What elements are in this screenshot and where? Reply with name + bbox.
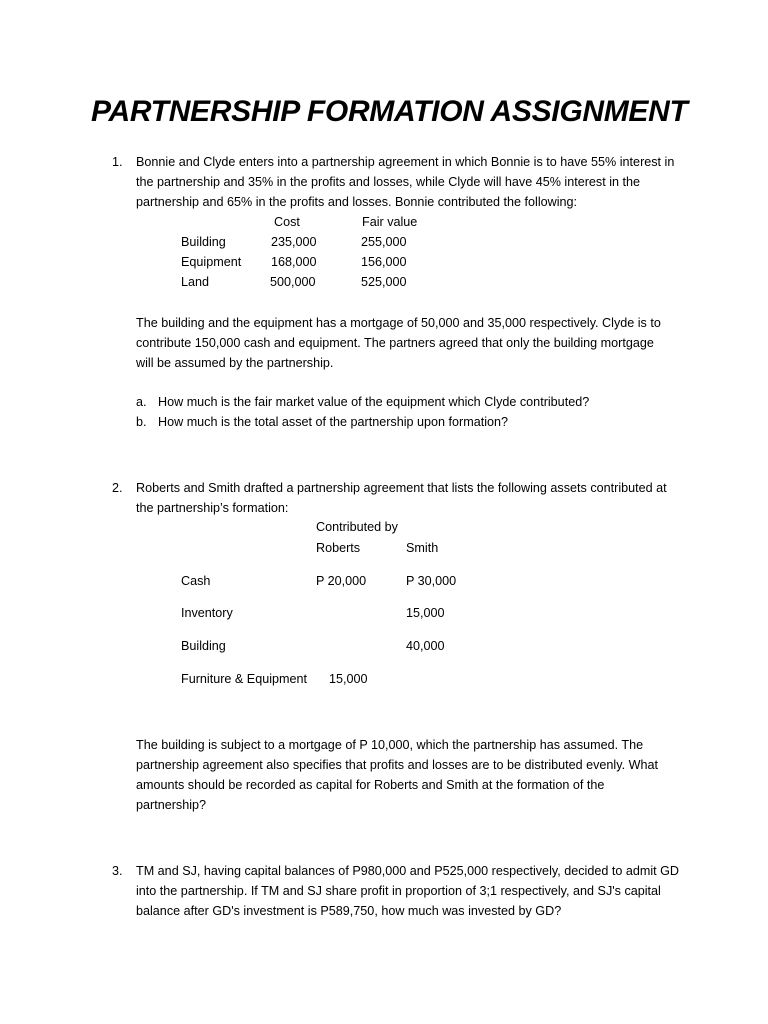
question-text-line: the partnership’s formation:	[136, 501, 289, 515]
table-cell-fair-value: 255,000	[361, 235, 407, 249]
table-cell-cost: 168,000	[271, 255, 317, 269]
question-number: 1.	[112, 155, 123, 169]
question-number: 2.	[112, 481, 123, 495]
table-cell-fair-value: 156,000	[361, 255, 407, 269]
paragraph-line: The building is subject to a mortgage of P 10,000, which the partnership has assumed. The	[136, 738, 644, 752]
question-text-line: partnership and 65% in the profits and losses. Bonnie contributed the following:	[136, 195, 578, 209]
table-cell-smith: 40,000	[406, 639, 445, 653]
question-text-line: the partnership and 35% in the profits and losses, while Clyde will have 45% interest in the	[136, 175, 641, 189]
table-cell-fair-value: 525,000	[361, 275, 407, 289]
table-header-cost: Cost	[274, 215, 300, 229]
table-cell-roberts: P 20,000	[316, 574, 367, 588]
table-header-contributed-by: Contributed by	[316, 520, 398, 534]
table-cell-cost: 500,000	[270, 275, 316, 289]
sub-question-label: b.	[136, 415, 147, 429]
table-cell-roberts: 15,000	[329, 672, 368, 686]
paragraph-line: The building and the equipment has a mortgage of 50,000 and 35,000 respectively. Clyde is to	[136, 316, 661, 330]
table-cell-item: Inventory	[181, 606, 233, 620]
question-text-line: into the partnership. If TM and SJ share profit in proportion of 3;1 respectively, and SJ's capital	[136, 884, 661, 898]
paragraph-line: contribute 150,000 cash and equipment. The partners agreed that only the building mortgage	[136, 336, 654, 350]
question-text-line: balance after GD's investment is P589,750, how much was invested by GD?	[136, 904, 562, 918]
paragraph-line: amounts should be recorded as capital for Roberts and Smith at the formation of the	[136, 778, 605, 792]
table-cell-item: Furniture & Equipment	[181, 672, 307, 686]
sub-question-label: a.	[136, 395, 147, 409]
table-header-fair-value: Fair value	[362, 215, 418, 229]
page-title: PARTNERSHIP FORMATION ASSIGNMENT	[91, 95, 688, 128]
table-cell-item: Land	[181, 275, 210, 289]
paragraph-line: partnership?	[136, 798, 207, 812]
question-text-line: TM and SJ, having capital balances of P980,000 and P525,000 respectively, decided to admit GD	[136, 864, 680, 878]
table-cell-smith: P 30,000	[406, 574, 457, 588]
table-cell-item: Equipment	[181, 255, 242, 269]
sub-question-text: How much is the fair market value of the equipment which Clyde contributed?	[158, 395, 590, 409]
table-cell-cost: 235,000	[271, 235, 317, 249]
table-cell-item: Cash	[181, 574, 211, 588]
question-number: 3.	[112, 864, 123, 878]
table-cell-item: Building	[181, 235, 226, 249]
question-text-line: Roberts and Smith drafted a partnership agreement that lists the following assets contributed at	[136, 481, 667, 495]
sub-question-text: How much is the total asset of the partnership upon formation?	[158, 415, 509, 429]
table-cell-smith: 15,000	[406, 606, 445, 620]
paragraph-line: partnership agreement also specifies that profits and losses are to be distributed evenly. What	[136, 758, 658, 772]
table-header-smith: Smith	[406, 541, 439, 555]
table-cell-item: Building	[181, 639, 226, 653]
paragraph-line: will be assumed by the partnership.	[136, 356, 334, 370]
question-text-line: Bonnie and Clyde enters into a partnership agreement in which Bonnie is to have 55% interest in	[136, 155, 675, 169]
table-header-roberts: Roberts	[316, 541, 361, 555]
